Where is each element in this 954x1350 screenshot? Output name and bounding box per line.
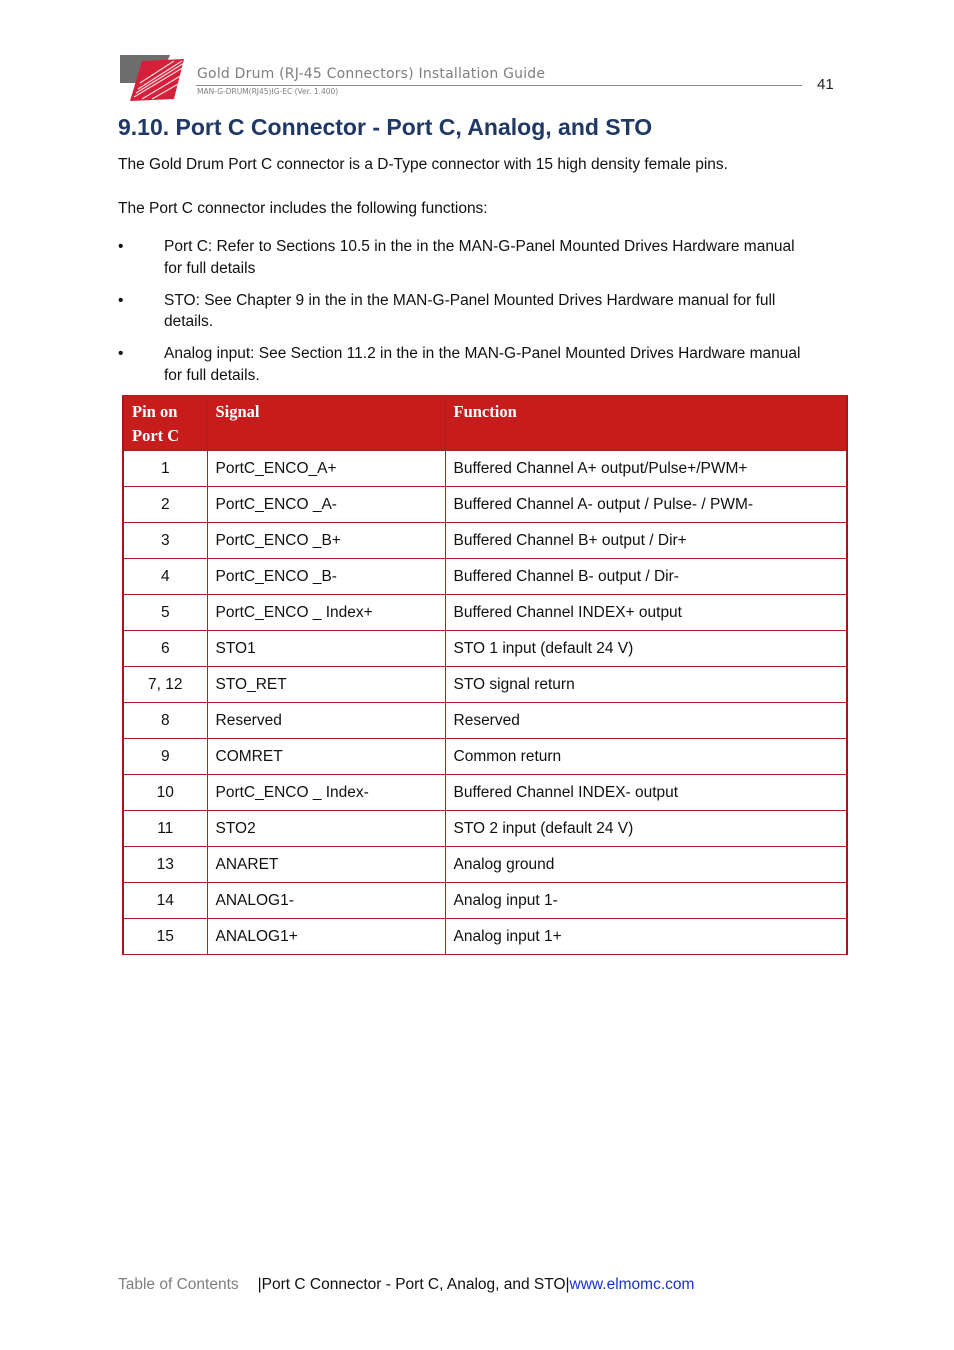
cell-signal: PortC_ENCO _A- <box>207 487 445 523</box>
header-divider <box>196 85 802 86</box>
cell-signal: STO2 <box>207 811 445 847</box>
footer-breadcrumb: Port C Connector - Port C, Analog, and STO <box>261 1276 566 1293</box>
cell-pin: 10 <box>123 775 207 811</box>
cell-signal: PortC_ENCO _B+ <box>207 523 445 559</box>
cell-function: Reserved <box>445 703 847 739</box>
table-row <box>123 559 847 595</box>
functions-list <box>118 236 838 397</box>
table-row <box>123 883 847 919</box>
cell-signal: PortC_ENCO_A+ <box>207 451 445 487</box>
cell-function: Buffered Channel A+ output/Pulse+/PWM+ <box>445 451 847 487</box>
port-c-pinout-table <box>122 395 848 955</box>
bullet-text-line1: Port C: Refer to Sections 10.5 in the in the MAN-G-Panel Mounted Drives Hardware manual <box>164 238 795 255</box>
document-title: Gold Drum (RJ-45 Connectors) Installation Guide <box>197 66 546 82</box>
header-pin-line2: Port C <box>132 426 180 445</box>
cell-pin: 4 <box>123 559 207 595</box>
cell-pin: 2 <box>123 487 207 523</box>
table-row <box>123 631 847 667</box>
cell-signal: Reserved <box>207 703 445 739</box>
cell-function: Analog ground <box>445 847 847 883</box>
cell-pin: 5 <box>123 595 207 631</box>
bullet-text-line1: STO: See Chapter 9 in the in the MAN-G-Panel Mounted Drives Hardware manual for full <box>164 291 776 309</box>
cell-signal: PortC_ENCO _ Index- <box>207 775 445 811</box>
table-of-contents-link[interactable]: Table of Contents <box>118 1276 239 1293</box>
cell-function: Buffered Channel INDEX+ output <box>445 595 847 631</box>
table-row <box>123 919 847 955</box>
table-row <box>123 487 847 523</box>
table-body <box>123 451 847 955</box>
footer-separator: | <box>257 1276 262 1293</box>
column-header-pin <box>123 396 207 451</box>
table-row <box>123 775 847 811</box>
list-item <box>118 236 838 279</box>
cell-signal: ANALOG1+ <box>207 919 445 955</box>
footer-separator: | <box>565 1276 570 1293</box>
cell-signal: ANARET <box>207 847 445 883</box>
table-header-row <box>123 396 847 451</box>
cell-pin: 6 <box>123 631 207 667</box>
bullet-text-line1: Analog input: See Section 11.2 in the in the MAN-G-Panel Mounted Drives Hardware manual <box>164 345 801 362</box>
cell-function: STO 2 input (default 24 V) <box>445 811 847 847</box>
bullet-icon: • <box>118 238 124 255</box>
cell-pin: 8 <box>123 703 207 739</box>
cell-pin: 3 <box>123 523 207 559</box>
cell-pin: 7, 12 <box>123 667 207 703</box>
cell-pin: 9 <box>123 739 207 775</box>
table-row <box>123 739 847 775</box>
cell-function: Analog input 1+ <box>445 919 847 955</box>
table-row <box>123 667 847 703</box>
table-row <box>123 847 847 883</box>
page-number: 41 <box>817 76 834 93</box>
document-code: MAN-G-DRUM(RJ45)IG-EC (Ver. 1.400) <box>197 87 339 96</box>
cell-pin: 15 <box>123 919 207 955</box>
elmo-logo <box>118 53 186 101</box>
bullet-text-line2: details. <box>164 313 214 330</box>
list-item <box>118 343 838 386</box>
cell-signal: STO1 <box>207 631 445 667</box>
cell-pin: 14 <box>123 883 207 919</box>
cell-signal: COMRET <box>207 739 445 775</box>
cell-signal: PortC_ENCO _ Index+ <box>207 595 445 631</box>
functions-lead: The Port C connector includes the following functions: <box>118 200 488 217</box>
page-footer <box>118 1276 694 1294</box>
bullet-text-line2: for full details <box>164 259 256 277</box>
list-item <box>118 290 838 333</box>
cell-signal: STO_RET <box>207 667 445 703</box>
cell-function: Buffered Channel B- output / Dir- <box>445 559 847 595</box>
cell-signal: ANALOG1- <box>207 883 445 919</box>
cell-pin: 11 <box>123 811 207 847</box>
column-header-signal: Signal <box>207 396 445 451</box>
website-link[interactable]: www.elmomc.com <box>569 1276 695 1293</box>
column-header-function: Function <box>445 396 847 451</box>
cell-pin: 1 <box>123 451 207 487</box>
cell-function: STO 1 input (default 24 V) <box>445 631 847 667</box>
intro-paragraph: The Gold Drum Port C connector is a D-Type connector with 15 high density female pins. <box>118 156 728 173</box>
bullet-text-line2: for full details. <box>164 366 260 384</box>
cell-function: Buffered Channel INDEX- output <box>445 775 847 811</box>
table-row <box>123 451 847 487</box>
table-row <box>123 595 847 631</box>
bullet-icon: • <box>118 345 124 362</box>
cell-function: Buffered Channel B+ output / Dir+ <box>445 523 847 559</box>
bullet-icon: • <box>118 291 124 309</box>
header-pin-line1: Pin on <box>132 402 178 421</box>
cell-function: STO signal return <box>445 667 847 703</box>
cell-signal: PortC_ENCO _B- <box>207 559 445 595</box>
cell-function: Analog input 1- <box>445 883 847 919</box>
cell-pin: 13 <box>123 847 207 883</box>
section-title: 9.10. Port C Connector - Port C, Analog, and STO <box>118 114 653 140</box>
cell-function: Buffered Channel A- output / Pulse- / PWM- <box>445 487 847 523</box>
table-row <box>123 523 847 559</box>
table-row <box>123 811 847 847</box>
cell-function: Common return <box>445 739 847 775</box>
table-row <box>123 703 847 739</box>
